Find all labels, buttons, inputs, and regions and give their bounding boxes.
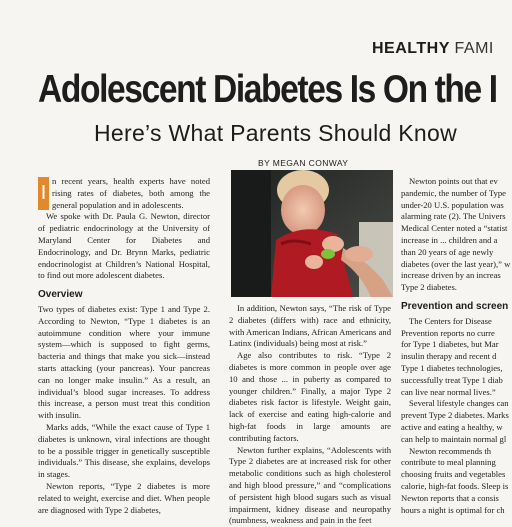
article-column-3 (401, 176, 512, 516)
paragraph: Marks adds, “While the exact cause of Type 1 diabetes is unknown, viral infections are thought to be a possible trigger in genetically susceptible individuals.” This disease, she explains, develops in stages. (38, 421, 210, 480)
text-line: prevent Type 2 diabetes. Marks (401, 410, 509, 421)
intro-paragraph (38, 176, 210, 211)
text-line: successfully treat Type 1 diab (401, 374, 503, 385)
text-line: Medical Center noted a “statist (401, 223, 508, 234)
text-line: increase in ... children and a (401, 234, 498, 245)
headline: Adolescent Diabetes Is On the I (38, 68, 497, 111)
text-line: can live near normal lives.” (401, 386, 496, 397)
drop-cap: I (38, 177, 49, 210)
text-line: active and eating a healthy, w (401, 421, 503, 432)
text-line: than 20 years of age newly (401, 246, 494, 257)
paragraph (401, 316, 512, 399)
text-line: under-20 U.S. population was (401, 199, 504, 210)
text-line: for Type 1 diabetes, but Mar (401, 339, 499, 350)
section-heading-overview: Overview (38, 289, 83, 301)
paragraph: Newton reports, “Type 2 diabetes is more related to weight, exercise and diet. When people are diagnosed with Type 2 diabetes, (38, 480, 210, 515)
paragraph: We spoke with Dr. Paula G. Newton, director of pediatric endocrinology at the University of Maryland Center for Diabetes and Endocrinology, and Dr. Brynn Marks, pediatric endocrinologist at Children’s National Hospital, to find out more adolescent diabetes. (38, 211, 210, 281)
text-line: choosing fruits and vegetables (401, 469, 506, 480)
text-line: alarming rate (2). The Univers (401, 211, 506, 222)
text-line: can help to maintain normal gl (401, 433, 507, 444)
section-label (372, 40, 494, 58)
paragraph (401, 398, 512, 445)
article-column-2 (229, 303, 391, 527)
subheadline: Here’s What Parents Should Know (94, 120, 458, 146)
text-line: increase driven by an increas (401, 270, 501, 281)
text-line: insulin therapy and recent d (401, 351, 497, 362)
section-label-bold: HEALTHY (372, 40, 450, 57)
text-line: Prevention reports no curre (401, 327, 495, 338)
text-line: Newton points out that ev (409, 176, 498, 186)
text-line: Newton recommends th (409, 445, 492, 456)
text-line: hours a night is optimal for ch (401, 504, 505, 515)
article-column-1 (38, 176, 210, 516)
text-line: calorie, high-fat foods. Sleep is (401, 480, 509, 491)
paragraph: Two types of diabetes exist: Type 1 and Type 2. According to Newton, “Type 1 diabetes is an autoimmune condition where your immune system—which is supposed to fight germs, bacteria and things that make you sick—instead starts attacking (your pancreas). Your pancreas can no longer make insulin.” As a result, an individual’s blood sugar increases. To address this increase, a person must treat this condition with insulin. (38, 303, 210, 421)
article-photo-child-testing-blood-sugar (231, 170, 393, 297)
text-line: The Centers for Disease (409, 315, 492, 326)
byline: BY MEGAN CONWAY (258, 158, 349, 168)
section-label-light: FAMI (454, 40, 494, 57)
paragraph: Age also contributes to risk. “Type 2 diabetes is more common in people over age 10 and those ... in puberty as compared to younger children.” Finally, a major Type 2 diabetes risk factor is lifestyle. Weight gain, lack of exercise and eating high-calorie and high-fat foods in large amounts are contributing factors. (229, 350, 391, 443)
text-line: Several lifestyle changes can (409, 398, 509, 409)
intro-text: n recent years, health experts have noted rising rates of diabetes, both among the general population and in adolescents. (52, 176, 210, 210)
paragraph (401, 176, 512, 294)
text-line: Type 1 diabetes technologies, (401, 362, 503, 373)
text-line: diabetes (over the last year),” w (401, 258, 511, 269)
text-line: Newton reports that a consis (401, 492, 499, 503)
paragraph: In addition, Newton says, “The risk of Type 2 diabetes (differs with) race and ethnicity, with American Indians, African Americans and Latinx (individuals) being most at risk.” (229, 303, 391, 349)
text-line: pandemic, the number of Type (401, 187, 506, 198)
text-line: contribute to meal planning (401, 457, 496, 468)
paragraph: Newton further explains, “Adolescents with Type 2 diabetes are at increased risk for other metabolic conditions such as high cholesterol and high blood pressure,” and “complications of persistent high blood sugars such as visual impairment, kidney disease and neuropathy (numbness, weakness and pain in the feet (229, 444, 391, 526)
paragraph (401, 446, 512, 517)
section-heading-prevention: Prevention and screen (401, 300, 509, 312)
text-line: Type 2 diabetes. (401, 282, 457, 293)
